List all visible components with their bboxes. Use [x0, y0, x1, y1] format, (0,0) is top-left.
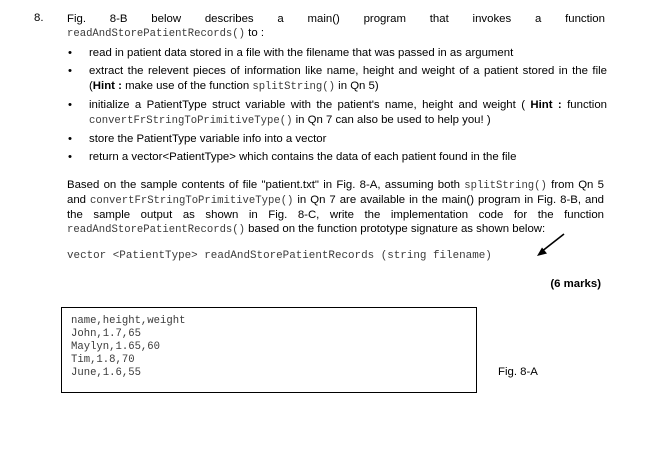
text-segment: in Qn 7 are available in the main() program in Fig. 8-B, and the sample output as shown in Fig. 8-C, write the implementation code for the function [67, 194, 604, 221]
text-segment: initialize a PatientType struct variable with the patient's name, height and weight ( [89, 99, 531, 111]
file-line: John,1.7,65 [71, 328, 141, 340]
intro-to: to : [245, 27, 265, 39]
instruction-paragraph [67, 178, 604, 237]
intro-word: program [363, 13, 406, 25]
intro-word: main() [307, 13, 340, 25]
question-intro [67, 12, 605, 41]
text-segment: based on the function prototype signature as shown below: [245, 223, 546, 235]
bullet-icon: • [68, 47, 72, 59]
bullet-icon: • [68, 133, 72, 145]
text-segment: in Qn 7 can also be used to help you! ) [292, 114, 491, 126]
figure-label: Fig. 8-A [498, 366, 538, 378]
bullet-icon: • [68, 65, 72, 77]
question-number: 8. [34, 12, 44, 24]
intro-word: 8-B [109, 13, 128, 25]
text-segment: from Qn 5 and [67, 179, 604, 206]
code-reference: readAndStorePatientRecords() [67, 224, 246, 236]
intro-word: that [429, 13, 449, 25]
code-reference: convertFrStringToPrimitiveType() [89, 195, 294, 207]
requirement-item [67, 132, 607, 147]
text-segment: Based on the sample contents of file "patient.txt" in Fig. 8-A, assuming both [67, 179, 465, 191]
intro-word: Fig. [67, 13, 86, 25]
file-line: Tim,1.8,70 [71, 354, 135, 366]
requirement-item [67, 150, 607, 165]
file-line: June,1.6,55 [71, 367, 141, 379]
text-segment: in Qn 5) [335, 80, 379, 92]
intro-word: describes [204, 13, 254, 25]
intro-word: function [565, 13, 605, 25]
function-signature: vector <PatientType> readAndStorePatientRecords (string filename) [67, 250, 492, 262]
bullet-icon: • [68, 151, 72, 163]
requirements-list [67, 46, 607, 168]
text-segment: function [561, 99, 608, 111]
hint-label: Hint : [530, 99, 562, 111]
requirement-item [67, 64, 607, 95]
bullet-icon: • [68, 99, 72, 111]
hint-label: Hint : [92, 80, 122, 92]
intro-word: below [151, 13, 182, 25]
file-contents-box [61, 307, 477, 393]
requirement-item [67, 98, 607, 129]
text-segment: store the PatientType variable info into a vector [89, 133, 327, 145]
intro-word: a [534, 13, 542, 25]
text-segment: return a vector<PatientType> which contains the data of each patient found in the file [89, 151, 517, 163]
intro-second-line [67, 26, 605, 41]
text-segment: make use of the function [121, 80, 253, 92]
marks-label: (6 marks) [550, 278, 601, 290]
intro-first-line [67, 12, 605, 26]
code-reference: splitString() [252, 81, 335, 93]
arrow-pointer-icon [535, 232, 567, 258]
requirement-item [67, 46, 607, 61]
intro-word: a [277, 13, 284, 25]
file-line: name,height,weight [71, 315, 186, 327]
code-reference: splitString() [464, 180, 547, 192]
intro-word: invokes [472, 13, 512, 25]
text-segment: extract the relevent pieces of information like name, height and weight of a patient stored in the file ( [89, 65, 607, 92]
text-segment: read in patient data stored in a file with the filename that was passed in as argument [89, 47, 514, 59]
file-line: Maylyn,1.65,60 [71, 341, 161, 353]
function-name-code: readAndStorePatientRecords() [67, 28, 246, 40]
code-reference: convertFrStringToPrimitiveType() [89, 115, 293, 127]
